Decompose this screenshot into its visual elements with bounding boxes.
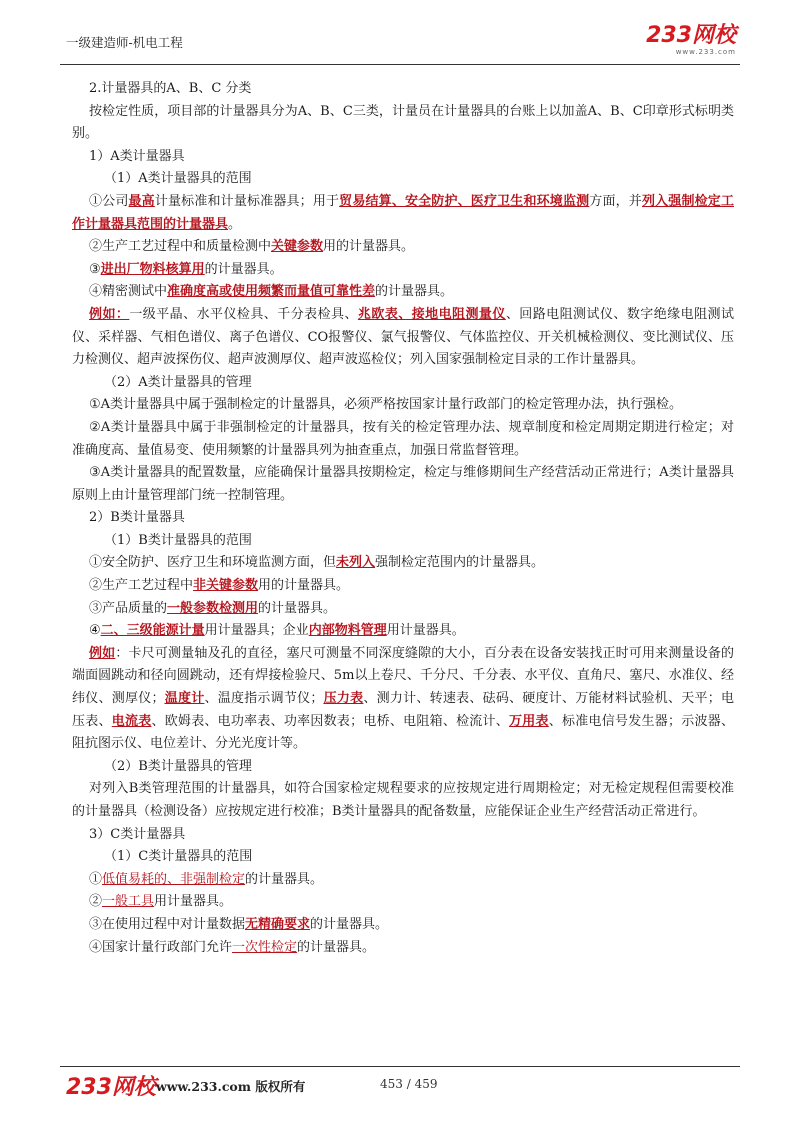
footer-logo: 233网校 [66, 1075, 156, 1100]
c-heading: 3）C类计量器具 [89, 826, 186, 842]
header-divider [60, 64, 740, 65]
b-range-item-1: ①安全防护、医疗卫生和环境监测方面，但未列入强制检定范围内的计量器具。 [89, 555, 545, 571]
page-footer [60, 1070, 740, 1100]
b-range-item-4: ④二、三级能源计量用计量器具；企业内部物料管理用计量器具。 [89, 623, 465, 639]
page-header [60, 24, 740, 64]
brand-logo [646, 24, 736, 56]
c-range-item-2: ②一般工具用计量器具。 [89, 894, 233, 910]
a-range-heading: （1）A类计量器具的范围 [104, 171, 252, 187]
b-example-paragraph: 例如：卡尺可测量轴及孔的直径，塞尺可测量不同深度缝隙的大小，百分表在设备安装找正时可用来测量设备的端面圆跳动和径向圆跳动，还有焊接检验尺、5m以上卷尺、千分尺、千分表、水平仪、直角尺、塞尺、水准仪、经纬仪、测厚仪；温度计、温度指示调节仪；压力表、测力计、转速表、砝码、硬度计、万能材料试验机、天平；电压表、电流表、欧姆表、电功率表、功率因数表；电桥、电阻箱、检流计、万用表、标准电信号发生器；示波器、阻抗图示仪、电位差计、分光光度计等。 [72, 645, 734, 752]
a-example-paragraph: 例如：一级平晶、水平仪检具、千分表检具、兆欧表、接地电阻测量仪、回路电阻测试仪、数字绝缘电阻测试仪、采样器、气相色谱仪、离子色谱仪、CO报警仪、氯气报警仪、气体监控仪、开关机械检测仪、变比测试仪、压力检测仪、超声波探伤仪、超声波测厚仪、超声波巡检仪；列入国家强制检定目录的工作计量器具。 [72, 306, 734, 368]
a-range-item-4: ④精密测试中准确度高或使用频繁而量值可靠性差的计量器具。 [89, 284, 454, 300]
footer-site: www.233.com 版权所有 [156, 1079, 306, 1094]
c-range-heading: （1）C类计量器具的范围 [104, 849, 253, 865]
b-range-item-2: ②生产工艺过程中非关键参数用的计量器具。 [89, 578, 350, 594]
a-range-item-1: ①公司最高计量标准和计量标准器具；用于贸易结算、安全防护、医疗卫生和环境监测方面，并列入强制检定工作计量器具范围的计量器具。 [72, 193, 734, 232]
document-body [72, 78, 734, 959]
b-range-heading: （1）B类计量器具的范围 [104, 532, 252, 548]
c-range-item-4: ④国家计量行政部门允许一次性检定的计量器具。 [89, 939, 376, 955]
logo-text: 233网校 [646, 23, 736, 48]
a-heading: 1）A类计量器具 [89, 148, 185, 164]
c-range-item-1: ①低值易耗的、非强制检定的计量器具。 [89, 871, 324, 887]
b-range-item-3: ③产品质量的一般参数检测用的计量器具。 [89, 600, 337, 616]
b-management-heading: （2）B类计量器具的管理 [104, 758, 252, 774]
a-range-item-3: ③进出厂物料核算用的计量器具。 [89, 261, 283, 277]
logo-url: www.233.com [675, 48, 736, 56]
a-range-item-2: ②生产工艺过程中和质量检测中关键参数用的计量器具。 [89, 239, 415, 255]
a-management-heading: （2）A类计量器具的管理 [104, 374, 252, 390]
page-number: 453 / 459 [380, 1077, 438, 1091]
a-management-item-2: ②A类计量器具中属于非强制检定的计量器具，按有关的检定管理办法、规章制度和检定周期定期进行检定；对准确度高、量值易变、使用频繁的计量器具列为抽查重点，加强日常监督管理。 [72, 419, 734, 458]
b-management-paragraph: 对列入B类管理范围的计量器具，如符合国家检定规程要求的应按规定进行周期检定；对无检定规程但需要校准的计量器具（检测设备）应按规定进行校准；B类计量器具的配备数量，应能保证企业生产经营活动正常进行。 [72, 781, 734, 819]
a-management-item-1: ①A类计量器具中属于强制检定的计量器具，必须严格按国家计量行政部门的检定管理办法，执行强检。 [89, 397, 683, 413]
section-title: 2.计量器具的A、B、C 分类 [89, 81, 252, 96]
a-management-item-3: ③A类计量器具的配置数量，应能确保计量器具按期检定，检定与维修期间生产经营活动正常进行；A类计量器具原则上由计量管理部门统一控制管理。 [72, 465, 734, 503]
header-title: 一级建造师-机电工程 [66, 35, 183, 50]
c-range-item-3: ③在使用过程中对计量数据无精确要求的计量器具。 [89, 916, 389, 932]
footer-divider [60, 1066, 740, 1067]
intro-paragraph: 按检定性质，项目部的计量器具分为A、B、C三类，计量员在计量器具的台账上以加盖A、B、C印章形式标明类别。 [72, 103, 734, 142]
b-heading: 2）B类计量器具 [89, 510, 185, 526]
